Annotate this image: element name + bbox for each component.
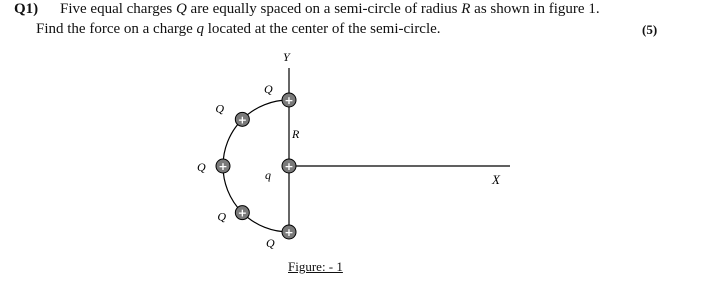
charges-group — [197, 82, 296, 250]
charge-q-3 — [216, 159, 230, 173]
charge-label-1: Q — [264, 82, 273, 96]
charge-sign: + — [284, 226, 294, 239]
radius-label: R — [292, 127, 300, 141]
marks-label: (5) — [642, 22, 658, 37]
question-text-1b: are equally spaced on a semi-circle of radius — [186, 1, 462, 17]
charge-sign: + — [237, 206, 247, 220]
semicircle-arc — [223, 100, 289, 232]
y-axis-label: Y — [283, 50, 290, 64]
center-charge — [282, 159, 296, 173]
var-r: R — [461, 1, 471, 17]
charge-q-4 — [235, 206, 249, 220]
charge-q-1 — [282, 93, 296, 107]
center-charge-label: q — [265, 168, 271, 182]
question-text-2b: located at the center of the semi-circle. — [204, 21, 441, 37]
charge-label-3: Q — [197, 160, 206, 174]
figure-caption: Figure: - 1 — [288, 259, 343, 274]
charge-label-4: Q — [217, 209, 227, 224]
x-axis-label: X — [492, 172, 500, 187]
var-q-small: q — [196, 21, 204, 37]
question-text-2a: Find the force on a charge — [36, 21, 197, 37]
question-text-1a: Five equal charges — [60, 1, 176, 17]
question-text-1c: as shown in figure 1. — [470, 1, 600, 17]
charge-sign: + — [237, 113, 247, 127]
question-number: Q1) — [14, 1, 39, 17]
charge-label-2: Q — [215, 101, 225, 116]
var-q-capital: Q — [175, 1, 187, 17]
charge-sign: + — [218, 160, 228, 173]
charge-label-5: Q — [266, 236, 275, 250]
charge-q-2 — [235, 112, 249, 126]
charge-sign: + — [284, 94, 294, 107]
charge-sign: + — [284, 160, 294, 173]
charge-q-5 — [282, 225, 296, 239]
